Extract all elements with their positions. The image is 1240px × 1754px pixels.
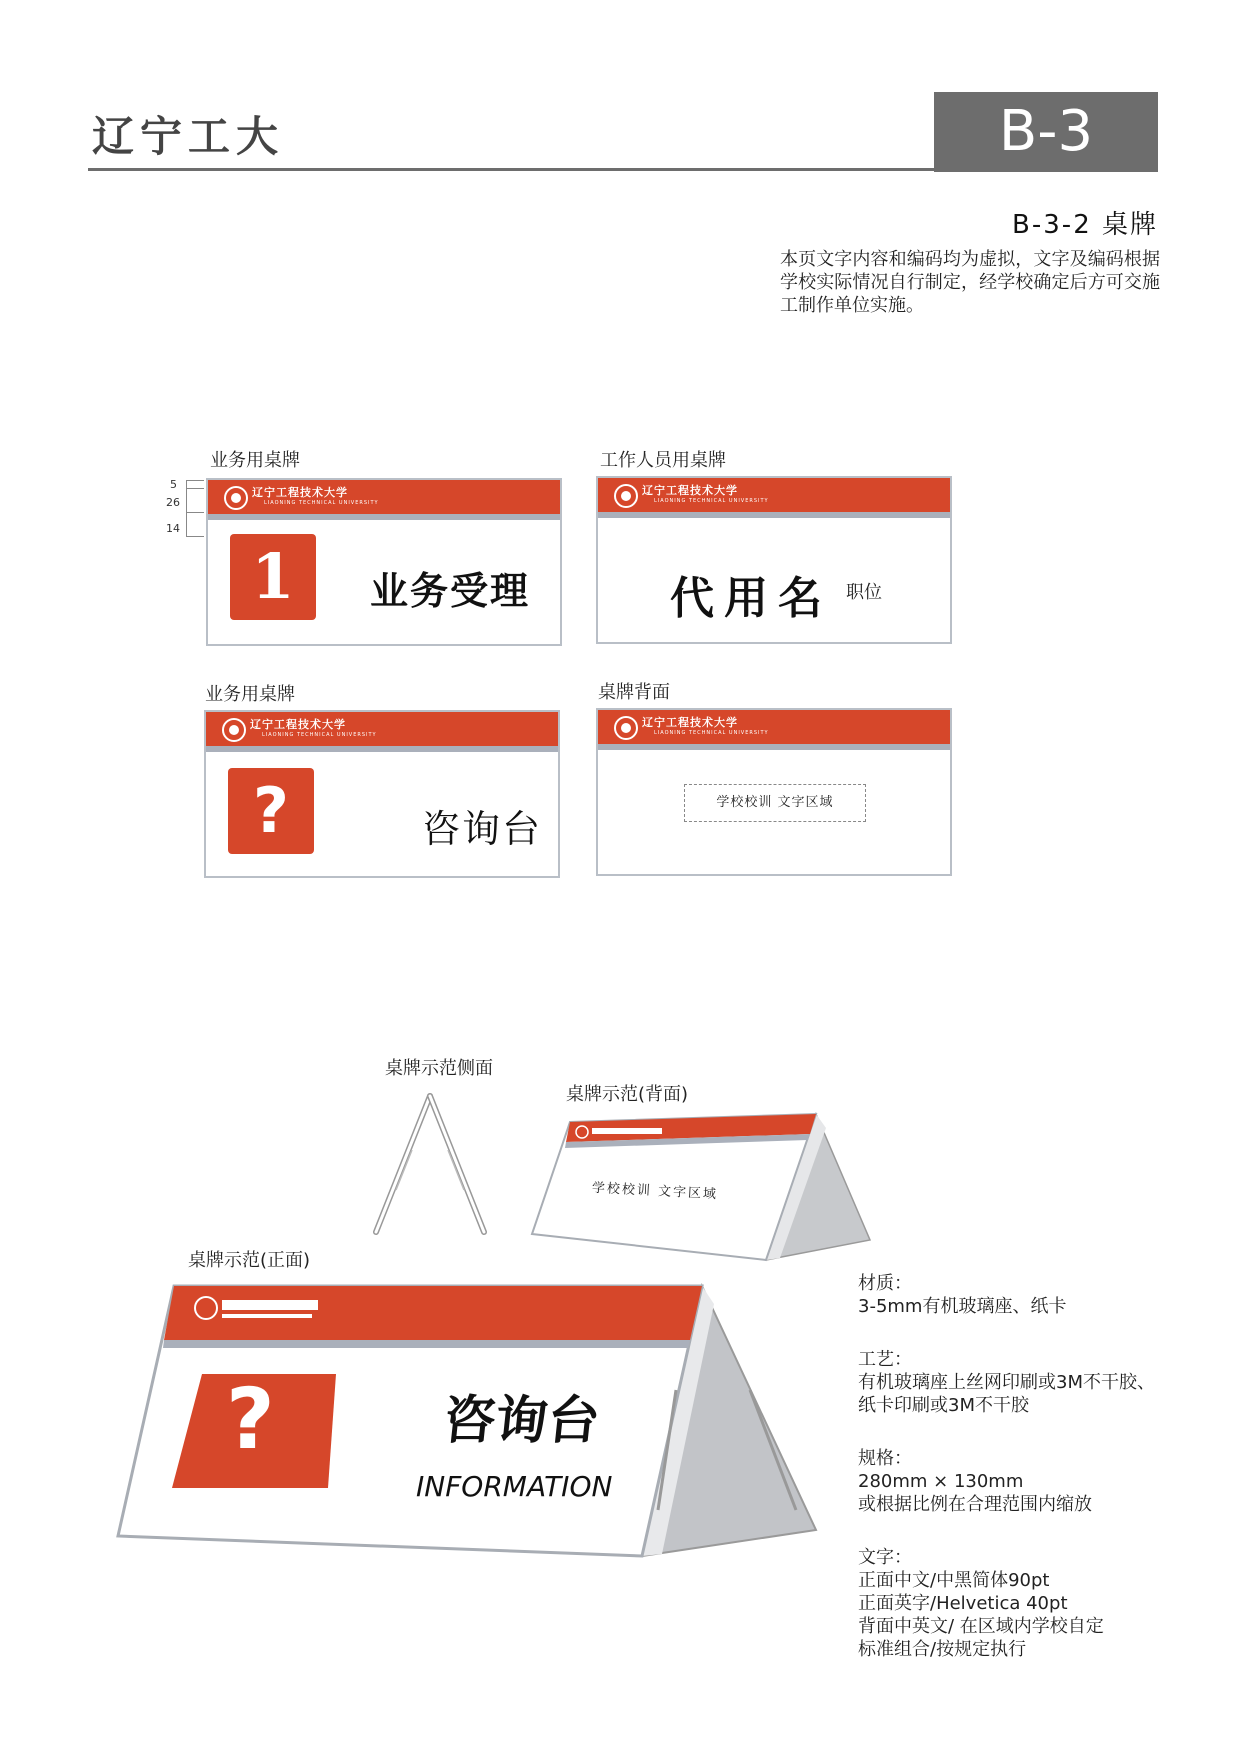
front-demo-main-en: INFORMATION bbox=[416, 1470, 613, 1503]
spec-title: 文字： bbox=[858, 1547, 912, 1568]
university-emblem-icon bbox=[614, 716, 638, 740]
spec-line: 背面中英文/ 在区域内学校自定 bbox=[858, 1616, 1104, 1637]
dimension-top: 5 bbox=[170, 478, 177, 491]
university-name: 辽宁工程技术大学 bbox=[252, 486, 348, 499]
staff-name: 代用名 bbox=[670, 573, 832, 624]
plate-label-1: 业务用桌牌 bbox=[210, 450, 300, 471]
plate-stripe bbox=[206, 746, 558, 752]
desk-plate-staff bbox=[596, 476, 952, 644]
plate-label-3: 业务用桌牌 bbox=[205, 684, 295, 705]
spec-line: 正面中文/中黑简体90pt bbox=[858, 1570, 1050, 1591]
dimension-line bbox=[186, 480, 204, 481]
spec-line: 280mm × 130mm bbox=[858, 1471, 1024, 1492]
back-demo-motto: 学校校训 文字区域 bbox=[591, 1180, 719, 1203]
university-name-en: LIAONING TECHNICAL UNIVERSITY bbox=[264, 500, 379, 506]
page-code: B-3 bbox=[934, 92, 1158, 172]
desk-plate-business bbox=[206, 478, 562, 646]
front-demo-stripe bbox=[163, 1340, 690, 1348]
university-name: 辽宁工程技术大学 bbox=[642, 484, 738, 497]
section-title: B-3-2 桌牌 bbox=[1012, 210, 1158, 240]
plate-header-bar bbox=[598, 710, 950, 744]
spec-title: 规格： bbox=[858, 1448, 912, 1469]
university-name-en: LIAONING TECHNICAL UNIVERSITY bbox=[654, 730, 769, 736]
header-rule bbox=[88, 168, 1158, 171]
spec-line: 有机玻璃座上丝网印刷或3M不干胶、 bbox=[858, 1372, 1155, 1393]
front-demo-header-bar bbox=[164, 1286, 702, 1340]
side-view-illustration bbox=[360, 1090, 500, 1240]
spec-size bbox=[858, 1447, 1155, 1516]
dimension-bar: 26 bbox=[166, 496, 180, 509]
plate-main-text: 咨询台 bbox=[422, 807, 543, 851]
front-demo-name-en-mark bbox=[222, 1314, 312, 1318]
dimension-line bbox=[186, 536, 204, 537]
brand-logo: 辽宁工大 bbox=[92, 112, 285, 161]
spec-line: 或根据比例在合理范围内缩放 bbox=[858, 1494, 1092, 1515]
spec-line: 3-5mm有机玻璃座、纸卡 bbox=[858, 1296, 1067, 1317]
university-emblem-icon bbox=[224, 486, 248, 510]
university-name-en: LIAONING TECHNICAL UNIVERSITY bbox=[654, 498, 769, 504]
back-demo-name-mark bbox=[592, 1128, 662, 1134]
plate-stripe bbox=[208, 514, 560, 520]
question-mark-icon: ? bbox=[228, 768, 314, 854]
desk-plate-info bbox=[204, 710, 560, 878]
university-name-en: LIAONING TECHNICAL UNIVERSITY bbox=[262, 732, 377, 738]
spec-line: 正面英字/Helvetica 40pt bbox=[858, 1593, 1068, 1614]
spec-text bbox=[858, 1546, 1155, 1661]
spec-title: 材质： bbox=[858, 1273, 912, 1294]
disclaimer-note: 本页文字内容和编码均为虚拟，文字及编码根据学校实际情况自行制定，经学校确定后方可交施工制作单位实施。 bbox=[780, 249, 1160, 316]
demo-back-label: 桌牌示范(背面) bbox=[566, 1084, 689, 1105]
demo-side-label: 桌牌示范侧面 bbox=[385, 1058, 493, 1079]
spec-material bbox=[858, 1272, 1155, 1318]
university-name: 辽宁工程技术大学 bbox=[250, 718, 346, 731]
spec-line: 纸卡印刷或3M不干胶 bbox=[858, 1395, 1029, 1416]
dimension-line bbox=[186, 488, 204, 489]
plate-stripe bbox=[598, 744, 950, 750]
plate-header-bar bbox=[208, 480, 560, 514]
dimension-line bbox=[186, 480, 187, 536]
staff-position: 职位 bbox=[846, 582, 882, 603]
front-demo-main-cn: 咨询台 bbox=[440, 1391, 603, 1451]
plate-header-bar bbox=[206, 712, 558, 746]
plate-label-4: 桌牌背面 bbox=[598, 682, 670, 703]
university-emblem-icon bbox=[614, 484, 638, 508]
plate-header-bar bbox=[598, 478, 950, 512]
spec-title: 工艺： bbox=[858, 1349, 912, 1370]
spec-process bbox=[858, 1348, 1155, 1417]
side-view-right-leg-highlight bbox=[430, 1096, 484, 1232]
counter-number-badge: 1 bbox=[230, 534, 316, 620]
dimension-stripe: 14 bbox=[166, 522, 180, 535]
spec-line: 标准组合/按规定执行 bbox=[858, 1639, 1027, 1660]
plate-stripe bbox=[598, 512, 950, 518]
side-view-left-leg-highlight bbox=[376, 1096, 430, 1232]
front-demo-name-mark bbox=[222, 1300, 318, 1310]
plate-label-2: 工作人员用桌牌 bbox=[600, 450, 726, 471]
desk-plate-back bbox=[596, 708, 952, 876]
university-name: 辽宁工程技术大学 bbox=[642, 716, 738, 729]
plate-main-text: 业务受理 bbox=[370, 569, 531, 613]
motto-area: 学校校训 文字区域 bbox=[684, 784, 866, 822]
spec-list bbox=[858, 1272, 1155, 1691]
demo-front-label: 桌牌示范(正面) bbox=[188, 1250, 311, 1271]
front-demo-question-mark-icon: ? bbox=[226, 1370, 275, 1468]
dimension-line bbox=[186, 512, 204, 513]
university-emblem-icon bbox=[222, 718, 246, 742]
